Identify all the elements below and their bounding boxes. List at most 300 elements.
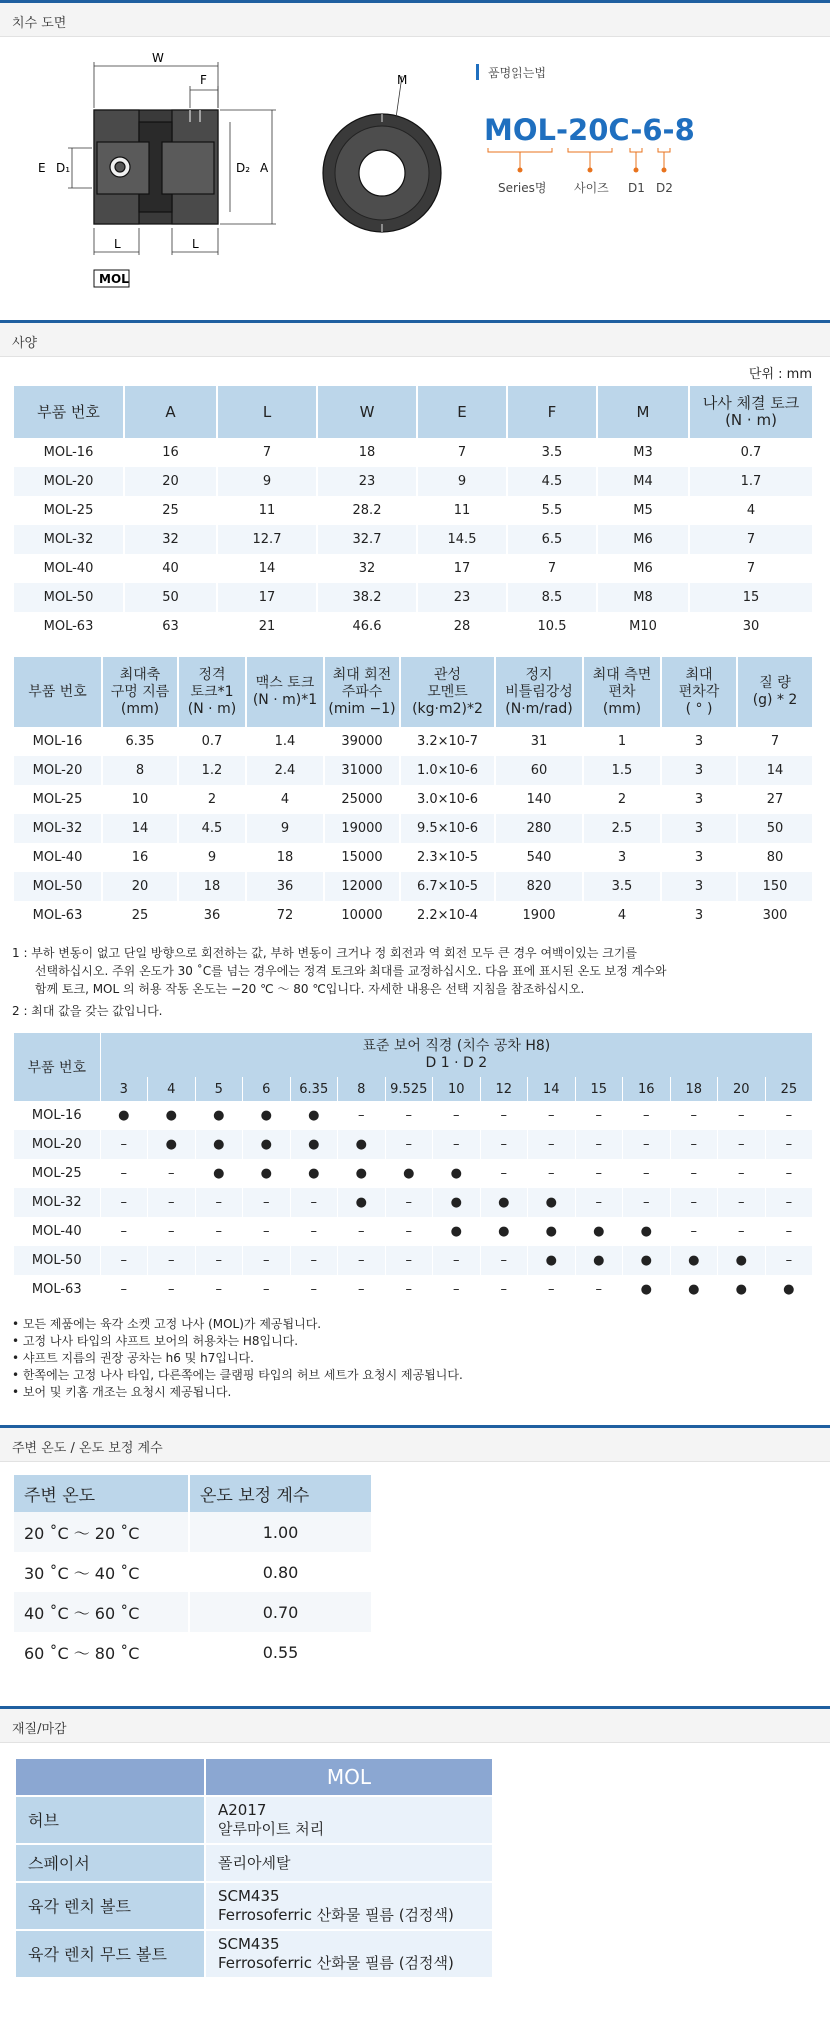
col-header: 부품 번호 [14,1033,100,1101]
unavailable-dash: – [528,1130,576,1159]
available-dot: ● [338,1130,386,1159]
unavailable-dash: – [195,1188,243,1217]
available-dot: ● [480,1217,528,1246]
code-part-d2: D2 [656,181,673,195]
unavailable-dash: – [243,1275,291,1304]
dim-label-f: F [200,73,207,87]
unavailable-dash: – [195,1246,243,1275]
col-header: 나사 체결 토크 (N · m) [689,386,813,438]
table-cell: 10000 [324,901,400,930]
part-code: MOL-20C-6-8 [484,113,695,147]
temperature-range-cell: 60 ˚C ～ 80 ˚C [14,1632,189,1672]
name-title: 품명읽는법 [488,66,546,80]
table-cell: 2.3×10-5 [400,843,495,872]
unavailable-dash: – [528,1101,576,1130]
table-row [14,843,813,872]
correction-factor-cell: 0.70 [189,1592,372,1632]
table-header-row [15,1758,493,1796]
table-cell: 2.2×10-4 [400,901,495,930]
part-number-cell: MOL-16 [14,438,124,467]
col-header: A [124,386,217,438]
table-cell: 1.2 [178,756,246,785]
part-number-cell: MOL-50 [14,1246,100,1275]
note-line: 함께 토크, MOL 의 허용 작동 온도는 −20 ℃ ～ 80 ℃입니다. 자세한 내용은 선택 지침을 참조하십시오. [12,982,585,996]
table-row [14,1592,372,1632]
table-cell: 60 [495,756,583,785]
code-part-size: 사이즈 [574,181,609,195]
table-cell: 3 [661,785,737,814]
available-dot: ● [670,1246,718,1275]
table-cell: 4.5 [178,814,246,843]
unavailable-dash: – [338,1217,386,1246]
note-line: 2 : 최대 값을 갖는 값입니다. [12,1004,163,1018]
col-header: 최대축 구멍 지름 (mm) [102,657,178,727]
unavailable-dash: – [290,1217,338,1246]
unit-label: 단위 : mm [748,367,812,382]
available-dot: ● [433,1217,481,1246]
part-number-cell: MOL-40 [14,843,102,872]
unavailable-dash: – [148,1188,196,1217]
table-cell: 32.7 [317,525,417,554]
available-dot: ● [433,1188,481,1217]
table-cell: 11 [217,496,317,525]
bore-size-header: 18 [670,1077,718,1101]
unavailable-dash: – [718,1217,766,1246]
unavailable-dash: – [385,1188,433,1217]
bore-size-header: 12 [480,1077,528,1101]
section-header-material [0,1706,830,1743]
table-cell: 14 [102,814,178,843]
unavailable-dash: – [100,1130,148,1159]
note-line: • 보어 및 키홈 개조는 요청시 제공됩니다. [12,1385,232,1399]
bore-size-header: 4 [148,1077,196,1101]
bore-size-header: 5 [195,1077,243,1101]
dim-label-l-left: L [114,237,121,251]
table-row [14,525,813,554]
table-cell: 4.5 [507,467,597,496]
table-cell: 3.5 [583,872,661,901]
section-title: 주변 온도 / 온도 보정 계수 [12,1441,163,1456]
table-cell: 820 [495,872,583,901]
bore-size-header: 3 [100,1077,148,1101]
part-number-cell: MOL-32 [14,1188,100,1217]
col-header: 정지 비틀림강성 (N·m/rad) [495,657,583,727]
table-cell: 30 [689,612,813,641]
table-cell: 1 [583,727,661,756]
available-dot: ● [575,1246,623,1275]
table-cell: 6.7×10-5 [400,872,495,901]
table-cell: 9 [417,467,507,496]
table-cell: 46.6 [317,612,417,641]
table-cell: 0.7 [178,727,246,756]
dim-label-d2: D₂ [236,161,251,175]
table-row [14,554,813,583]
table-row [14,496,813,525]
bore-size-header: 20 [718,1077,766,1101]
table-row [14,612,813,641]
correction-factor-cell: 0.55 [189,1632,372,1672]
section-title: 치수 도면 [12,16,67,31]
table-cell: 36 [178,901,246,930]
available-dot: ● [338,1159,386,1188]
unavailable-dash: – [623,1101,671,1130]
available-dot: ● [100,1101,148,1130]
table-cell: 23 [417,583,507,612]
table-row [14,438,813,467]
table-cell: 8 [102,756,178,785]
table-cell: 19000 [324,814,400,843]
table-cell: 3 [661,872,737,901]
table-cell: 2.5 [583,814,661,843]
unavailable-dash: – [718,1130,766,1159]
part-number-cell: MOL-25 [14,496,124,525]
table-cell: 14.5 [417,525,507,554]
part-number-cell: MOL-25 [14,1159,100,1188]
available-dot: ● [290,1159,338,1188]
material-spec-value: A2017 알루마이트 처리 [205,1796,493,1844]
table-cell: 15 [689,583,813,612]
table-cell: 540 [495,843,583,872]
note-line: • 모든 제품에는 육각 소켓 고정 나사 (MOL)가 제공됩니다. [12,1317,322,1331]
note-line: • 고정 나사 타입의 샤프트 보어의 허용차는 H8입니다. [12,1334,299,1348]
table-cell: 3.2×10-7 [400,727,495,756]
table-cell: 20 [102,872,178,901]
dim-label-e: E [38,161,46,175]
table-row [14,1130,813,1159]
spec-table-dimensions [14,386,814,641]
unavailable-dash: – [670,1101,718,1130]
table-cell: 1.5 [583,756,661,785]
table-cell: 7 [737,727,813,756]
table-cell: 25 [102,901,178,930]
table-cell: M5 [597,496,689,525]
table-row [14,1275,813,1304]
table-row [15,1796,493,1844]
col-header: 최대 측면 편차 (mm) [583,657,661,727]
material-part-label: 육각 렌치 무드 볼트 [15,1930,205,1978]
unavailable-dash: – [575,1101,623,1130]
unavailable-dash: – [480,1159,528,1188]
table-cell: 38.2 [317,583,417,612]
note-line: • 한쪽에는 고정 나사 타입, 다른쪽에는 클램핑 타입의 허브 세트가 요청시 제공됩니다. [12,1368,463,1382]
table-cell: 6.35 [102,727,178,756]
table-cell: 80 [737,843,813,872]
table-cell: 16 [102,843,178,872]
bore-size-header: 14 [528,1077,576,1101]
available-dot: ● [243,1130,291,1159]
table-cell: M10 [597,612,689,641]
unavailable-dash: – [528,1159,576,1188]
bore-size-header: 8 [338,1077,386,1101]
table-row [14,1632,372,1672]
available-dot: ● [528,1246,576,1275]
table-cell: 31 [495,727,583,756]
table-row [14,872,813,901]
unavailable-dash: – [575,1188,623,1217]
bore-size-header: 25 [765,1077,813,1101]
table-header-row [14,1475,372,1512]
section-header-drawing [0,0,830,37]
available-dot: ● [765,1275,813,1304]
bore-header-title [100,1033,813,1077]
unavailable-dash: – [385,1101,433,1130]
correction-factor-cell: 0.80 [189,1552,372,1592]
available-dot: ● [718,1275,766,1304]
table-cell: 7 [217,438,317,467]
part-number-cell: MOL-50 [14,872,102,901]
table-cell: 5.5 [507,496,597,525]
table-cell: 4 [583,901,661,930]
table-cell: 10.5 [507,612,597,641]
table-cell: 1.7 [689,467,813,496]
unavailable-dash: – [338,1275,386,1304]
table-cell: 39000 [324,727,400,756]
table-cell: 17 [217,583,317,612]
part-number-cell: MOL-40 [14,1217,100,1246]
unavailable-dash: – [528,1275,576,1304]
available-dot: ● [623,1246,671,1275]
table-cell: 150 [737,872,813,901]
table-cell: 72 [246,901,324,930]
unavailable-dash: – [148,1246,196,1275]
bore-header-sub-text: D 1 · D 2 [425,1055,488,1071]
table-row [14,1552,372,1592]
table-row [14,1159,813,1188]
note-line: 선택하십시오. 주위 온도가 30 ˚C를 넘는 경우에는 정격 토크와 최대를 교정하십시오. 다음 표에 표시된 온도 보정 계수와 [12,964,667,978]
unavailable-dash: – [623,1130,671,1159]
table-cell: M3 [597,438,689,467]
dim-label-a: A [260,161,269,175]
unavailable-dash: – [480,1101,528,1130]
dim-label-l-right: L [192,237,199,251]
unavailable-dash: – [195,1217,243,1246]
table-cell: 23 [317,467,417,496]
unavailable-dash: – [670,1217,718,1246]
table-row [14,1101,813,1130]
available-dot: ● [290,1130,338,1159]
col-header: 주변 온도 [14,1475,189,1512]
table-row [14,785,813,814]
empty-header [15,1758,205,1796]
col-header: 정격 토크*1 (N · m) [178,657,246,727]
table-row [14,1188,813,1217]
col-header: 관성 모멘트 (kg·m2)*2 [400,657,495,727]
available-dot: ● [290,1101,338,1130]
material-spec-value: SCM435 Ferrosoferric 산화물 필름 (검정색) [205,1930,493,1978]
table-cell: 10 [102,785,178,814]
table-cell: 3.5 [507,438,597,467]
unavailable-dash: – [100,1275,148,1304]
table-cell: 1.4 [246,727,324,756]
unavailable-dash: – [480,1130,528,1159]
unavailable-dash: – [433,1101,481,1130]
table-cell: 3 [661,843,737,872]
part-number-cell: MOL-20 [14,1130,100,1159]
table-cell: 6.5 [507,525,597,554]
table-cell: 21 [217,612,317,641]
table-cell: 12000 [324,872,400,901]
table-header-row [14,657,813,727]
col-header: 최대 회전 주파수 (mim −1) [324,657,400,727]
table-cell: 7 [689,554,813,583]
part-number-cell: MOL-63 [14,612,124,641]
unavailable-dash: – [575,1130,623,1159]
section-title: 재질/마감 [12,1722,67,1737]
unavailable-dash: – [670,1130,718,1159]
unavailable-dash: – [100,1246,148,1275]
available-dot: ● [195,1130,243,1159]
material-part-label: 육각 렌치 볼트 [15,1882,205,1930]
table-cell: 2 [178,785,246,814]
available-dot: ● [433,1159,481,1188]
part-number-cell: MOL-20 [14,467,124,496]
table-row [14,727,813,756]
available-dot: ● [195,1159,243,1188]
unavailable-dash: – [243,1217,291,1246]
unavailable-dash: – [718,1101,766,1130]
unavailable-dash: – [670,1159,718,1188]
material-spec-value: SCM435 Ferrosoferric 산화물 필름 (검정색) [205,1882,493,1930]
col-header: 부품 번호 [14,386,124,438]
unavailable-dash: – [148,1275,196,1304]
table-cell: 25000 [324,785,400,814]
table-cell: 14 [737,756,813,785]
part-number-cell: MOL-32 [14,525,124,554]
dim-label-m: M [397,73,408,87]
unavailable-dash: – [670,1188,718,1217]
unavailable-dash: – [765,1159,813,1188]
section-title: 사양 [12,336,38,351]
unavailable-dash: – [100,1159,148,1188]
dim-label-w: W [152,51,164,65]
part-number-cell: MOL-25 [14,785,102,814]
unavailable-dash: – [100,1188,148,1217]
table-row [14,583,813,612]
unavailable-dash: – [385,1275,433,1304]
table-header-row [14,1033,813,1077]
part-number-cell: MOL-50 [14,583,124,612]
bore-diameter-table [14,1033,813,1304]
col-header: MOL [205,1758,493,1796]
code-part-d1: D1 [628,181,645,195]
available-dot: ● [385,1159,433,1188]
unavailable-dash: – [433,1275,481,1304]
table-cell: 12.7 [217,525,317,554]
part-number-cell: MOL-32 [14,814,102,843]
table-cell: 9.5×10-6 [400,814,495,843]
section-header-temp [0,1425,830,1462]
table-row [15,1930,493,1978]
table-cell: 32 [317,554,417,583]
table-row [14,756,813,785]
part-number-cell: MOL-63 [14,1275,100,1304]
bore-size-header: 6 [243,1077,291,1101]
table-cell: 3 [661,901,737,930]
material-part-label: 허브 [15,1796,205,1844]
col-header: 부품 번호 [14,657,102,727]
correction-factor-cell: 1.00 [189,1512,372,1552]
table-cell: 28.2 [317,496,417,525]
table-row [15,1844,493,1882]
temperature-range-cell: 20 ˚C ～ 20 ˚C [14,1512,189,1552]
spec-table-performance [14,657,814,930]
table-cell: 32 [124,525,217,554]
table-header-row [14,386,813,438]
table-cell: 31000 [324,756,400,785]
table-cell: 11 [417,496,507,525]
table-cell: 9 [217,467,317,496]
bore-header-title-text: 표준 보어 직경 (치수 공차 H8) [362,1038,551,1054]
table-cell: M4 [597,467,689,496]
unavailable-dash: – [575,1275,623,1304]
available-dot: ● [195,1101,243,1130]
col-header: F [507,386,597,438]
material-spec-value: 폴리아세탈 [205,1844,493,1882]
table-cell: 18 [246,843,324,872]
unavailable-dash: – [765,1130,813,1159]
unavailable-dash: – [338,1101,386,1130]
table-cell: 3 [583,843,661,872]
bore-size-header: 16 [623,1077,671,1101]
note-line: • 샤프트 지름의 권장 공차는 h6 및 h7입니다. [12,1351,254,1365]
part-number-cell: MOL-40 [14,554,124,583]
bore-size-header: 6.35 [290,1077,338,1101]
unavailable-dash: – [243,1188,291,1217]
bore-size-row [14,1077,813,1101]
available-dot: ● [243,1101,291,1130]
available-dot: ● [718,1246,766,1275]
table-cell: 140 [495,785,583,814]
code-part-series: Series명 [498,181,547,195]
available-dot: ● [148,1130,196,1159]
table-cell: 7 [507,554,597,583]
unavailable-dash: – [433,1246,481,1275]
dimension-drawing [0,40,830,310]
table-row [14,1246,813,1275]
unavailable-dash: – [385,1130,433,1159]
bore-notes [12,1316,463,1401]
table-cell: M8 [597,583,689,612]
unavailable-dash: – [385,1246,433,1275]
bore-size-header: 10 [433,1077,481,1101]
table-row [14,814,813,843]
table-row [15,1882,493,1930]
table-cell: 18 [178,872,246,901]
table-row [14,467,813,496]
unavailable-dash: – [338,1246,386,1275]
table-cell: 14 [217,554,317,583]
unavailable-dash: – [575,1159,623,1188]
temperature-range-cell: 40 ˚C ～ 60 ˚C [14,1592,189,1632]
table-cell: 18 [317,438,417,467]
unavailable-dash: – [623,1159,671,1188]
temperature-table [14,1475,373,1672]
table-cell: 0.7 [689,438,813,467]
table-cell: 7 [689,525,813,554]
table-cell: 40 [124,554,217,583]
unavailable-dash: – [290,1246,338,1275]
unavailable-dash: – [243,1246,291,1275]
coupling-front-view [323,76,441,232]
table-cell: 9 [246,814,324,843]
table-cell: 63 [124,612,217,641]
table-cell: 1900 [495,901,583,930]
col-header: W [317,386,417,438]
table-cell: 36 [246,872,324,901]
name-accent-bar [476,64,479,80]
table-cell: 300 [737,901,813,930]
table-cell: 17 [417,554,507,583]
